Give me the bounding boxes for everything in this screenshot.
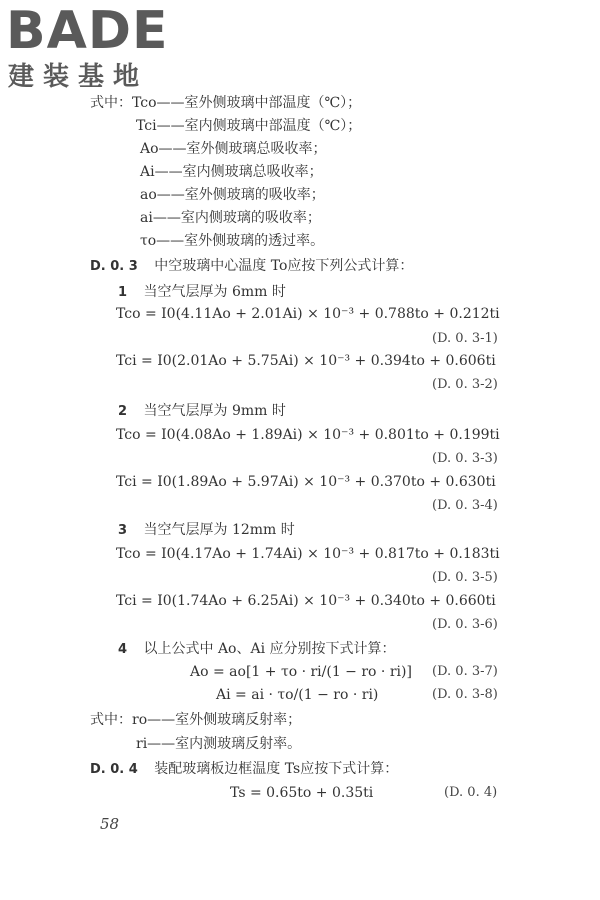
item-4-number: 4 (118, 642, 128, 657)
equation-d03-6: Tci = I0(1.74Ao + 6.25Ai) × 10⁻³ + 0.340to + 0.660ti (116, 593, 496, 609)
item-2-text: 当空气层厚为 9mm 时 (143, 403, 286, 419)
definition-ri: ri——室内测玻璃反射率。 (136, 736, 302, 752)
equation-d03-8: Ai = ai · τo/(1 − ro · ri) (216, 687, 379, 703)
definition-tau: τo——室外侧玻璃的透过率。 (140, 233, 325, 249)
item-2 (118, 402, 286, 421)
page-number: 58 (100, 815, 120, 833)
definition-ai-lower: ai——室内侧玻璃的吸收率； (140, 210, 321, 226)
equation-d03-1: Tco = I0(4.11Ao + 2.01Ai) × 10⁻³ + 0.788to + 0.212ti (116, 306, 500, 322)
item-1-text: 当空气层厚为 6mm 时 (143, 284, 286, 300)
item-3-number: 3 (118, 523, 128, 538)
watermark-logo (6, 1, 176, 92)
definition-ai: Ai——室内侧玻璃总吸收率； (140, 164, 323, 180)
item-4 (118, 640, 396, 659)
equation-tag-d03-6: (D. 0. 3-6) (432, 617, 498, 632)
item-1-number: 1 (118, 285, 128, 300)
item-3 (118, 521, 295, 540)
equation-tag-d03-5: (D. 0. 3-5) (432, 570, 498, 585)
section-d03-number: D. 0. 3 (90, 259, 138, 274)
definition-ao-lower: ao——室外侧玻璃的吸收率； (140, 187, 325, 203)
equation-d03-7: Ao = ao[1 + τo · ri/(1 − ro · ri)] (190, 664, 412, 680)
equation-tag-d03-1: (D. 0. 3-1) (432, 331, 498, 346)
definition-ao: Ao——室外侧玻璃总吸收率； (140, 141, 327, 157)
section-d04-number: D. 0. 4 (90, 762, 138, 777)
item-4-text: 以上公式中 Ao、Ai 应分别按下式计算： (143, 641, 396, 657)
item-1 (118, 283, 286, 302)
equation-d04: Ts = 0.65to + 0.35ti (230, 785, 374, 801)
equation-tag-d03-3: (D. 0. 3-3) (432, 451, 498, 466)
equation-d03-3: Tco = I0(4.08Ao + 1.89Ai) × 10⁻³ + 0.801to + 0.199ti (116, 427, 500, 443)
equation-tag-d03-7: (D. 0. 3-7) (432, 664, 498, 679)
equation-tag-d03-8: (D. 0. 3-8) (432, 687, 498, 702)
logo-brand: BADE (6, 1, 169, 61)
item-2-number: 2 (118, 404, 128, 419)
equation-d03-4: Tci = I0(1.89Ao + 5.97Ai) × 10⁻³ + 0.370to + 0.630ti (116, 474, 496, 490)
definition-tci: Tci——室内侧玻璃中部温度（℃）； (136, 118, 362, 134)
equation-tag-d04: (D. 0. 4) (444, 785, 498, 800)
section-d04-text: 装配玻璃板边框温度 Ts应按下式计算： (154, 761, 399, 777)
section-d04 (90, 760, 398, 779)
equation-d03-5: Tco = I0(4.17Ao + 1.74Ai) × 10⁻³ + 0.817to + 0.183ti (116, 546, 500, 562)
equation-d03-2: Tci = I0(2.01Ao + 5.75Ai) × 10⁻³ + 0.394to + 0.606ti (116, 353, 496, 369)
logo-subtitle: 建装基地 (8, 62, 149, 92)
section-d03 (90, 257, 413, 276)
equation-tag-d03-4: (D. 0. 3-4) (432, 498, 498, 513)
definition-tco: 式中：Tco——室外侧玻璃中部温度（℃）； (90, 95, 362, 111)
definition-ro: 式中：ro——室外侧玻璃反射率； (90, 712, 302, 728)
item-3-text: 当空气层厚为 12mm 时 (143, 522, 295, 538)
section-d03-text: 中空玻璃中心温度 To应按下列公式计算： (154, 258, 414, 274)
equation-tag-d03-2: (D. 0. 3-2) (432, 377, 498, 392)
